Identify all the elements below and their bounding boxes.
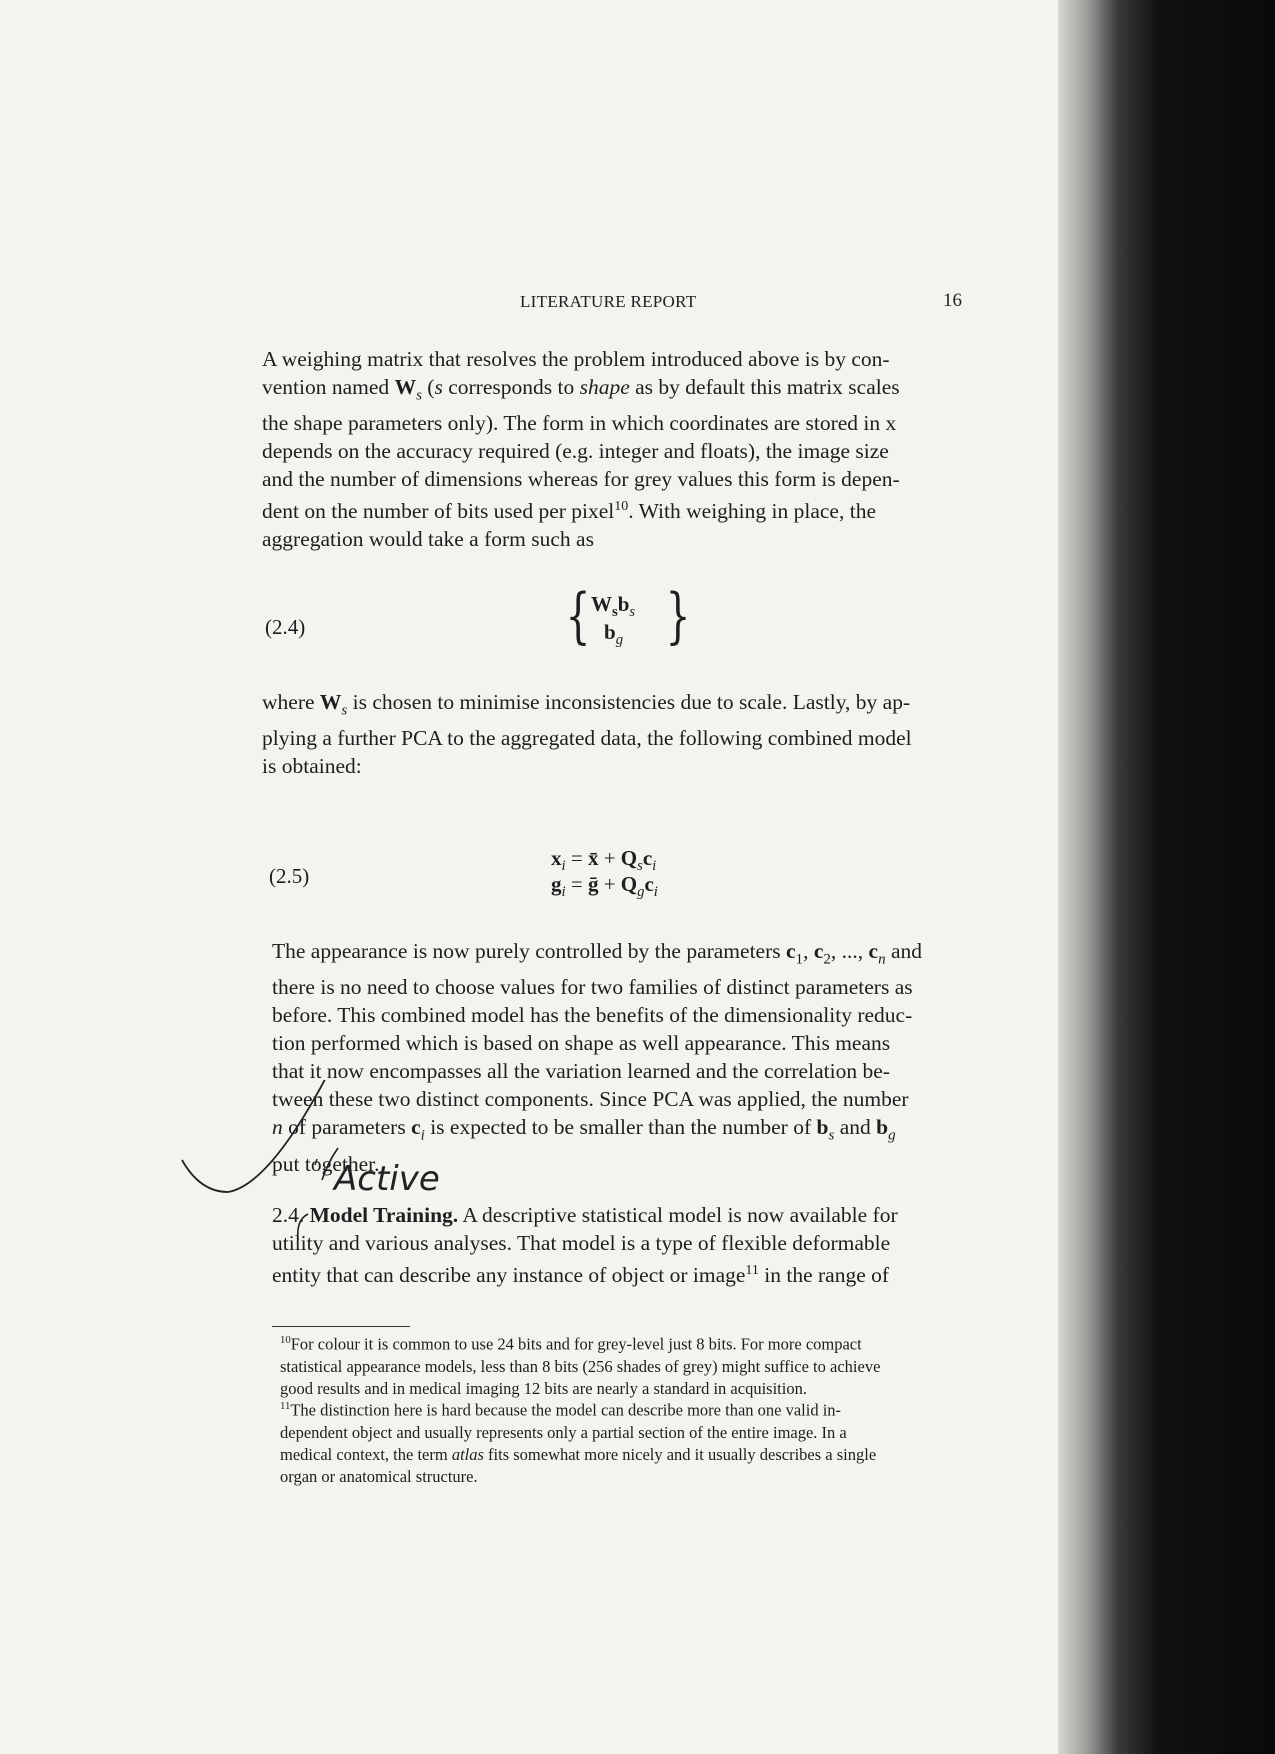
text-line: aggregation would take a form such as [262, 527, 594, 552]
equation-number-2-4: (2.4) [265, 615, 306, 639]
text-line: $^{10}$For colour it is common to use 24 bits and for grey-level just 8 bits. For more compact [280, 1334, 862, 1354]
pen-check-stroke [182, 1080, 330, 1192]
text-line: where $W_s$ is chosen to minimise inconsistencies due to scale. Lastly, by ap- [262, 690, 911, 719]
equation-row: $x_i$ = x̄ + $Q_sc_i$ [551, 846, 657, 875]
text-line: before. This combined model has the benefits of the dimensionality reduc- [272, 1003, 913, 1028]
scanner-shadow [1058, 0, 1275, 1754]
text-line: tion performed which is based on shape as well appearance. This means [272, 1031, 891, 1056]
left-brace: { [565, 581, 591, 651]
running-head: LITERATURE REPORT [520, 292, 697, 311]
text-line: that it now encompasses all the variation learned and the correlation be- [272, 1059, 890, 1084]
text-line: the shape parameters only). The form in which coordinates are stored in x [262, 411, 897, 436]
pen-dot-stroke [315, 1159, 317, 1165]
pen-bracket-stroke [298, 1214, 308, 1240]
section-title: Model Training. [309, 1203, 459, 1227]
text-line: dependent object and usually represents only a partial section of the entire image. In a [280, 1422, 847, 1442]
text-line: statistical appearance models, less than 8 bits (256 shades of grey) might suffice to achieve [280, 1356, 881, 1376]
equation-number-2-5: (2.5) [269, 864, 310, 888]
text-line: there is no need to choose values for two families of distinct parameters as [272, 975, 913, 1000]
footnote-10 [280, 1329, 985, 1400]
text-line: is obtained: [262, 754, 362, 779]
text-line: put together. [272, 1151, 380, 1176]
text-line: entity that can describe any instance of object or image$^{11}$ in the range of [272, 1263, 890, 1288]
text-line: medical context, the term atlas fits somewhat more nicely and it usually describes a single [280, 1444, 877, 1464]
footnote-ref-11: 11 [745, 1263, 759, 1278]
text-line: utility and various analyses. That model is a type of flexible deformable [272, 1231, 891, 1255]
equation-2-5 [548, 846, 748, 902]
equation-row: $b_g$ [604, 620, 624, 649]
text-line: depends on the accuracy required (e.g. integer and floats), the image size [262, 439, 889, 464]
section-heading-line: 2.4. Model Training. A descriptive statistical model is now available for [272, 1203, 898, 1227]
text-line: organ or anatomical structure. [280, 1466, 478, 1486]
paragraph-weighing-matrix [262, 345, 958, 553]
text-line: A weighing matrix that resolves the problem introduced above is by con- [262, 347, 890, 371]
right-brace: } [665, 581, 691, 651]
page-number: 16 [943, 290, 962, 311]
text-line: $^{11}$The distinction here is hard because the model can describe more than one valid in- [280, 1400, 842, 1420]
text-line: dent on the number of bits used per pixel$^{10}$. With weighing in place, the [262, 499, 876, 524]
footnote-11 [280, 1395, 985, 1488]
footnote-ref-10: 10 [614, 499, 629, 515]
text-line: The appearance is now purely controlled by the parameters $c_1$, $c_2$, ..., $c_n$ and [272, 939, 923, 968]
equation-2-4 [559, 581, 691, 652]
text-line: good results and in medical imaging 12 bits are nearly a standard in acquisition. [280, 1378, 807, 1398]
text-line: and the number of dimensions whereas for grey values this form is depen- [262, 467, 900, 492]
handwritten-annotation [180, 1080, 510, 1260]
section-number: 2.4. [272, 1203, 305, 1227]
equation-row: $W_sb_s$ [591, 592, 636, 621]
handwritten-word: Active [334, 1159, 440, 1199]
footnote-divider [272, 1326, 410, 1327]
equation-row: $g_i$ = ḡ + $Q_gc_i$ [551, 872, 658, 901]
text-line: plying a further PCA to the aggregated data, the following combined model [262, 726, 912, 751]
text-line: tween these two distinct components. Since PCA was applied, the number [272, 1087, 909, 1112]
text-line: n of parameters $c_i$ is expected to be smaller than the number of $b_s$ and $b_g$ [272, 1115, 896, 1144]
paragraph-combined-model [262, 688, 974, 780]
text-line: vention named $W_s$ (s corresponds to shape as by default this matrix scales [262, 375, 900, 404]
